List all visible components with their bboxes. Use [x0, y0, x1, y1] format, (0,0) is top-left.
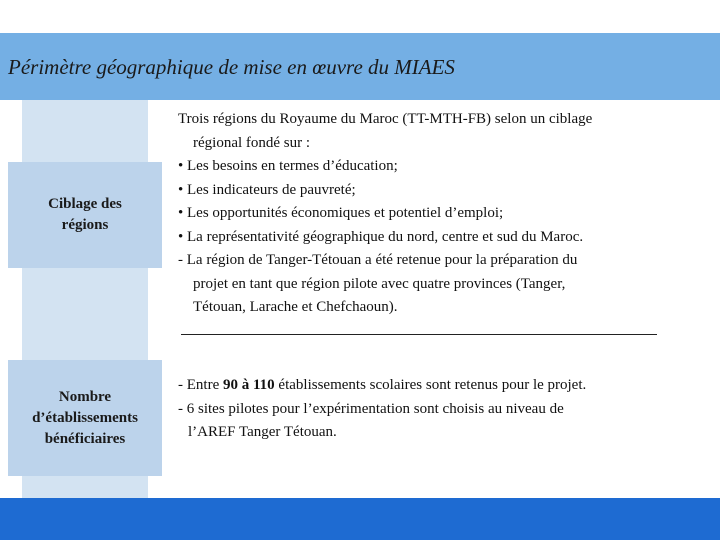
dash-item-continuation: l’AREF Tanger Tétouan.: [188, 424, 337, 440]
bottom-bar: [0, 498, 720, 540]
count-max: 110: [252, 377, 275, 393]
label-nombre-etablissements: [8, 360, 162, 476]
dash-item-continuation: projet en tant que région pilote avec quatre provinces (Tanger,: [193, 275, 566, 292]
bullet-item: • Les indicateurs de pauvreté;: [178, 181, 356, 198]
bullet-item: • Les besoins en termes d’éducation;: [178, 158, 398, 174]
dash-item: - 6 sites pilotes pour l’expérimentation sont choisis au niveau de: [178, 400, 564, 417]
dash-item: [178, 374, 700, 398]
count-min: 90: [222, 377, 238, 393]
label-ciblage-regions: [8, 162, 162, 268]
dash-item: - La région de Tanger-Tétouan a été retenue pour la préparation du: [178, 252, 578, 268]
label-ciblage-regions-text: Ciblage des régions: [48, 196, 122, 233]
label-nombre-etablissements-text: Nombre d’établissements bénéficiaires: [32, 388, 138, 447]
slide-title: Périmètre géographique de mise en œuvre du MIAES: [8, 55, 455, 79]
text-line: régional fondé sur :: [193, 134, 311, 151]
text-line: Trois régions du Royaume du Maroc (TT-MTH-FB) selon un ciblage: [178, 111, 593, 127]
bullet-item: • La représentativité géographique du nord, centre et sud du Maroc.: [178, 228, 584, 245]
count-sep: à: [237, 377, 253, 393]
bullet-item: • Les opportunités économiques et potentiel d’emploi;: [178, 205, 504, 221]
dash-item-continuation: Tétouan, Larache et Chefchaoun).: [193, 299, 398, 315]
ciblage-text-block: [178, 108, 700, 320]
text-fragment: établissements scolaires sont retenus pour le projet.: [274, 377, 587, 393]
section-separator: [181, 334, 657, 335]
text-fragment: - Entre: [178, 377, 223, 393]
etablissements-text-block: [178, 374, 700, 445]
